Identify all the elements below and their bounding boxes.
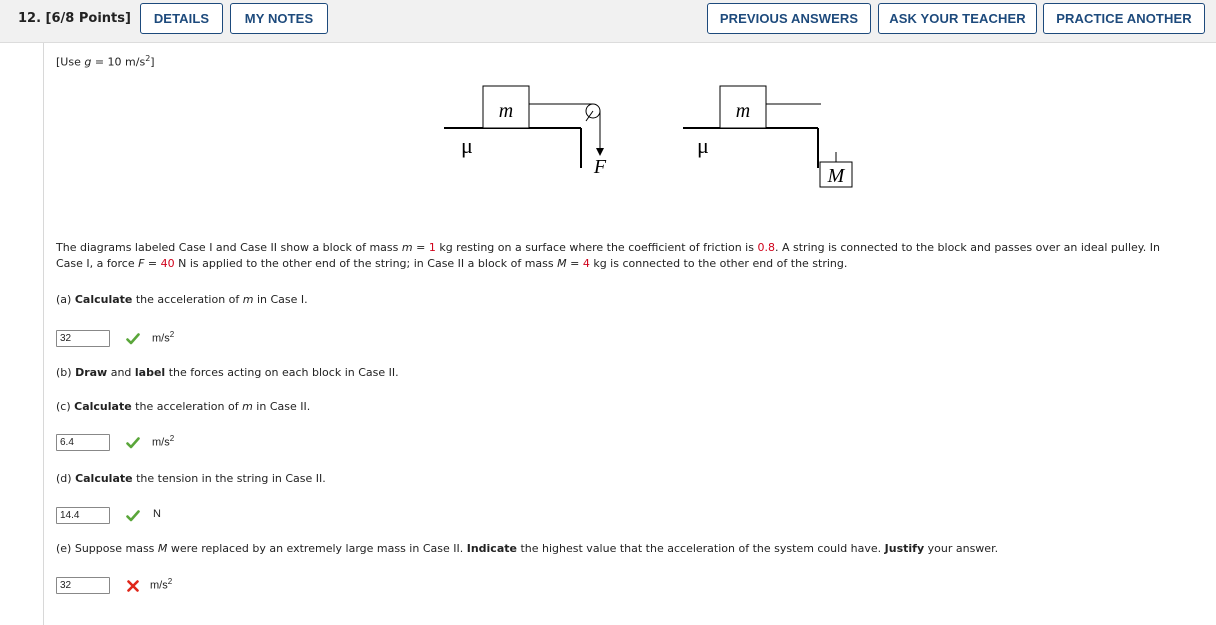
case-1-diagram [444, 86, 607, 220]
previous-answers-button[interactable]: PREVIOUS ANSWERS [707, 3, 871, 34]
correct-check-icon [126, 436, 140, 450]
case-2-mass-label: m [735, 100, 751, 122]
correct-check-icon [126, 332, 140, 346]
pulley-diagram [441, 80, 821, 220]
force-label: F [593, 156, 607, 178]
gravity-note: [Use g = 10 $m/s^2$] [56, 54, 155, 69]
question-header [0, 0, 1216, 43]
part-a-prompt: (a) Calculate the acceleration of m in Case I. [56, 293, 308, 306]
practice-another-button[interactable]: PRACTICE ANOTHER [1043, 3, 1205, 34]
part-c-unit: $m/s^2$ [152, 434, 175, 449]
case-1-mass-label: m [498, 100, 514, 122]
hanging-mass-label: M [827, 165, 845, 187]
part-c-answer-input[interactable]: 6.4 [56, 434, 110, 451]
hanging-mass-diagram [818, 152, 858, 190]
part-a-answer-input[interactable]: 32 [56, 330, 110, 347]
case-1-force-arrow [596, 148, 604, 156]
part-a-unit: $m/s^2$ [152, 330, 175, 345]
question-number: 12. [6/8 Points] [18, 11, 131, 26]
part-d-prompt: (d) Calculate the tension in the string in Case II. [56, 472, 326, 485]
case-2-mu: μ [697, 133, 709, 158]
part-e-prompt: (e) Suppose mass M were replaced by an extremely large mass in Case II. Indicate the highest value that the acceleration of the system could have. Justify your answer. [56, 542, 999, 555]
problem-statement: The diagrams labeled Case I and Case II show a block of mass m = 1 kg resting on a surface where the coefficient of friction is 0.8. A string is connected to the block and passes over an ideal pulley. In Case I, a force F = 40 N is applied to the other end of the string; in Case II a block of mass M = 4 kg is connected to the other end of the string. [56, 241, 1160, 270]
part-e-unit: $m/s^2$ [150, 577, 173, 592]
part-c-prompt: (c) Calculate the acceleration of m in Case II. [56, 400, 311, 413]
part-d-unit: N [153, 508, 161, 520]
case-1-mu: μ [461, 133, 473, 158]
part-d-answer-input[interactable]: 14.4 [56, 507, 110, 524]
part-b-prompt: (b) Draw and label the forces acting on each block in Case II. [56, 366, 399, 379]
part-e-answer-input[interactable]: 32 [56, 577, 110, 594]
ask-your-teacher-button[interactable]: ASK YOUR TEACHER [878, 3, 1037, 34]
case-2-diagram [683, 86, 821, 220]
my-notes-button[interactable]: MY NOTES [230, 3, 328, 34]
details-button[interactable]: DETAILS [140, 3, 223, 34]
incorrect-x-icon [126, 579, 140, 593]
correct-check-icon [126, 509, 140, 523]
question-body [43, 43, 1216, 625]
